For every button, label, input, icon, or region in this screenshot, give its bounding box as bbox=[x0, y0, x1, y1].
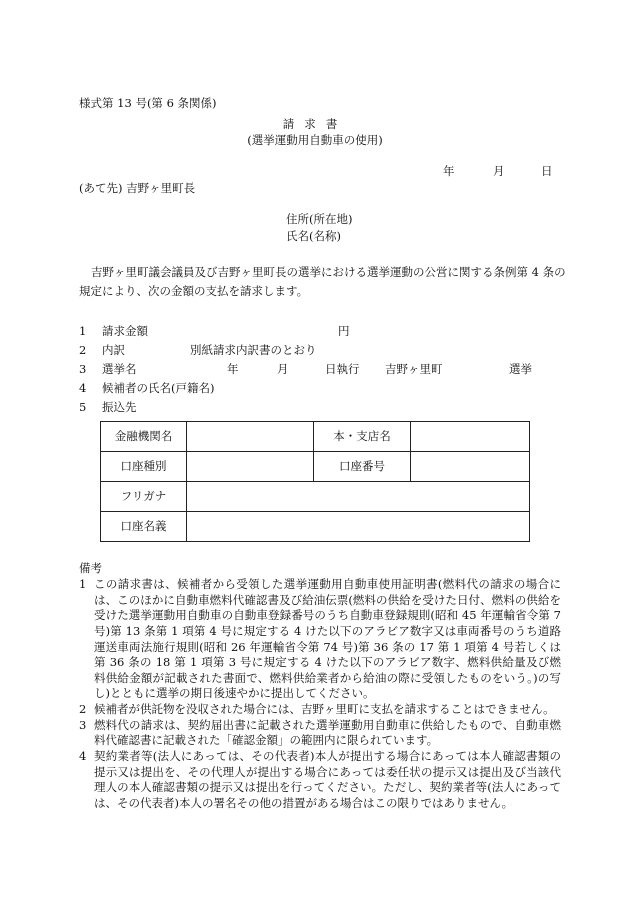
document-title: 請求書 bbox=[282, 117, 348, 131]
bank-name-label: 金融機関名 bbox=[101, 422, 187, 452]
item-breakdown bbox=[79, 343, 549, 362]
note-number: 3 bbox=[79, 717, 87, 732]
account-holder-field[interactable] bbox=[187, 512, 530, 542]
item-candidate bbox=[79, 381, 549, 400]
document-subtitle: (選挙運動用自動車の使用) bbox=[247, 133, 383, 147]
item-election bbox=[79, 362, 549, 381]
item-number: 3 bbox=[79, 362, 87, 376]
address-label: 住所(所在地) bbox=[286, 212, 353, 226]
item-label: 選挙名 bbox=[102, 362, 137, 376]
account-number-label: 口座番号 bbox=[314, 452, 411, 482]
date-day: 日 bbox=[541, 164, 553, 178]
item-number: 5 bbox=[79, 400, 87, 414]
notes-list bbox=[79, 577, 561, 811]
date-month: 月 bbox=[493, 164, 505, 178]
yen-unit: 円 bbox=[338, 324, 350, 338]
table-row bbox=[101, 422, 530, 452]
bank-name-field[interactable] bbox=[187, 422, 314, 452]
note-item bbox=[79, 718, 561, 749]
notes-heading: 備考 bbox=[79, 561, 102, 575]
item-label: 内訳 bbox=[102, 343, 125, 357]
item-label: 請求金額 bbox=[102, 324, 148, 338]
items-list bbox=[79, 324, 549, 419]
account-holder-label: 口座名義 bbox=[101, 512, 187, 542]
table-row bbox=[101, 452, 530, 482]
account-number-field[interactable] bbox=[411, 452, 530, 482]
note-number: 1 bbox=[79, 577, 87, 591]
account-type-field[interactable] bbox=[187, 452, 314, 482]
form-number: 様式第 13 号(第 6 条関係) bbox=[79, 96, 217, 110]
note-number: 4 bbox=[79, 748, 87, 763]
item-number: 4 bbox=[79, 381, 87, 395]
election-town: 吉野ヶ里町 bbox=[385, 362, 443, 376]
branch-label: 本・支店名 bbox=[314, 422, 411, 452]
name-label: 氏名(名称) bbox=[286, 229, 341, 243]
note-number: 2 bbox=[79, 702, 87, 716]
election-executed: 日執行 bbox=[325, 362, 360, 376]
note-text: 燃料代の請求は、契約届出書に記載された選挙運動用自動車に供給したもので、自動車燃料代確認書に記載された「確認金額」の範囲内に限られています。 bbox=[94, 717, 561, 748]
item-label: 振込先 bbox=[102, 400, 137, 414]
note-text: この請求書は、候補者から受領した選挙運動用自動車使用証明書(燃料代の請求の場合には、このほかに自動車燃料代確認書及び給油伝票(燃料の供給を受けた日付、燃料の供給を受けた選挙運動用自動車の自動車登録番号のうち自動車登録規則(昭和 45 年運輸省令第 7 号)第 13 条第 1 項第 4 号に規定する 4 けた以下のアラビア数字又は車両番号のうち道路運送車両法施行規則(昭和 26 年運輸省令第 74 号)第 36 条の 17 第 1 項第 4 号若しくは第 36 条の 18 第 1 項第 3 号に規定する 4 けた以下のアラビア数字、燃料供給量及び燃料供給金額が記載された書面で、燃料供給業者から給油の際に受領したものをいう。)の写し)とともに選挙の期日後速やかに提出してください。 bbox=[94, 577, 561, 701]
note-item bbox=[79, 702, 561, 718]
note-item bbox=[79, 577, 561, 702]
furigana-field[interactable] bbox=[187, 482, 530, 512]
table-row bbox=[101, 482, 530, 512]
item-label: 候補者の氏名(戸籍名) bbox=[102, 381, 215, 395]
item-number: 2 bbox=[79, 343, 87, 357]
breakdown-value: 別紙請求内訳書のとおり bbox=[190, 343, 317, 357]
addressee: (あて先) 吉野ヶ里町長 bbox=[79, 181, 196, 195]
furigana-label: フリガナ bbox=[101, 482, 187, 512]
election-suffix: 選挙 bbox=[509, 362, 532, 376]
table-row bbox=[101, 512, 530, 542]
item-transfer bbox=[79, 400, 549, 419]
item-amount bbox=[79, 324, 549, 343]
account-type-label: 口座種別 bbox=[101, 452, 187, 482]
intro-paragraph: 吉野ヶ里町議会議員及び吉野ヶ里町長の選挙における選挙運動の公営に関する条例第 4 条の規定により、次の金額の支払を請求します。 bbox=[79, 265, 566, 298]
item-number: 1 bbox=[79, 324, 87, 338]
branch-field[interactable] bbox=[411, 422, 530, 452]
note-text: 候補者が供託物を没収された場合には、吉野ヶ里町に支払を請求することはできません。 bbox=[94, 702, 555, 716]
note-text: 契約業者等(法人にあっては、その代表者)本人が提出する場合にあっては本人確認書類の提示又は提出を、その代理人が提出する場合にあっては委任状の提示又は提出及び当該代理人の本人確認書類の提示又は提出を行ってください。ただし、契約業者等(法人にあっては、その代表者)本人の署名その他の措置がある場合はこの限りではありません。 bbox=[94, 748, 561, 810]
date-year: 年 bbox=[443, 164, 455, 178]
election-month: 月 bbox=[277, 362, 289, 376]
bank-account-table bbox=[100, 421, 530, 542]
note-item bbox=[79, 749, 561, 812]
election-year: 年 bbox=[227, 362, 239, 376]
